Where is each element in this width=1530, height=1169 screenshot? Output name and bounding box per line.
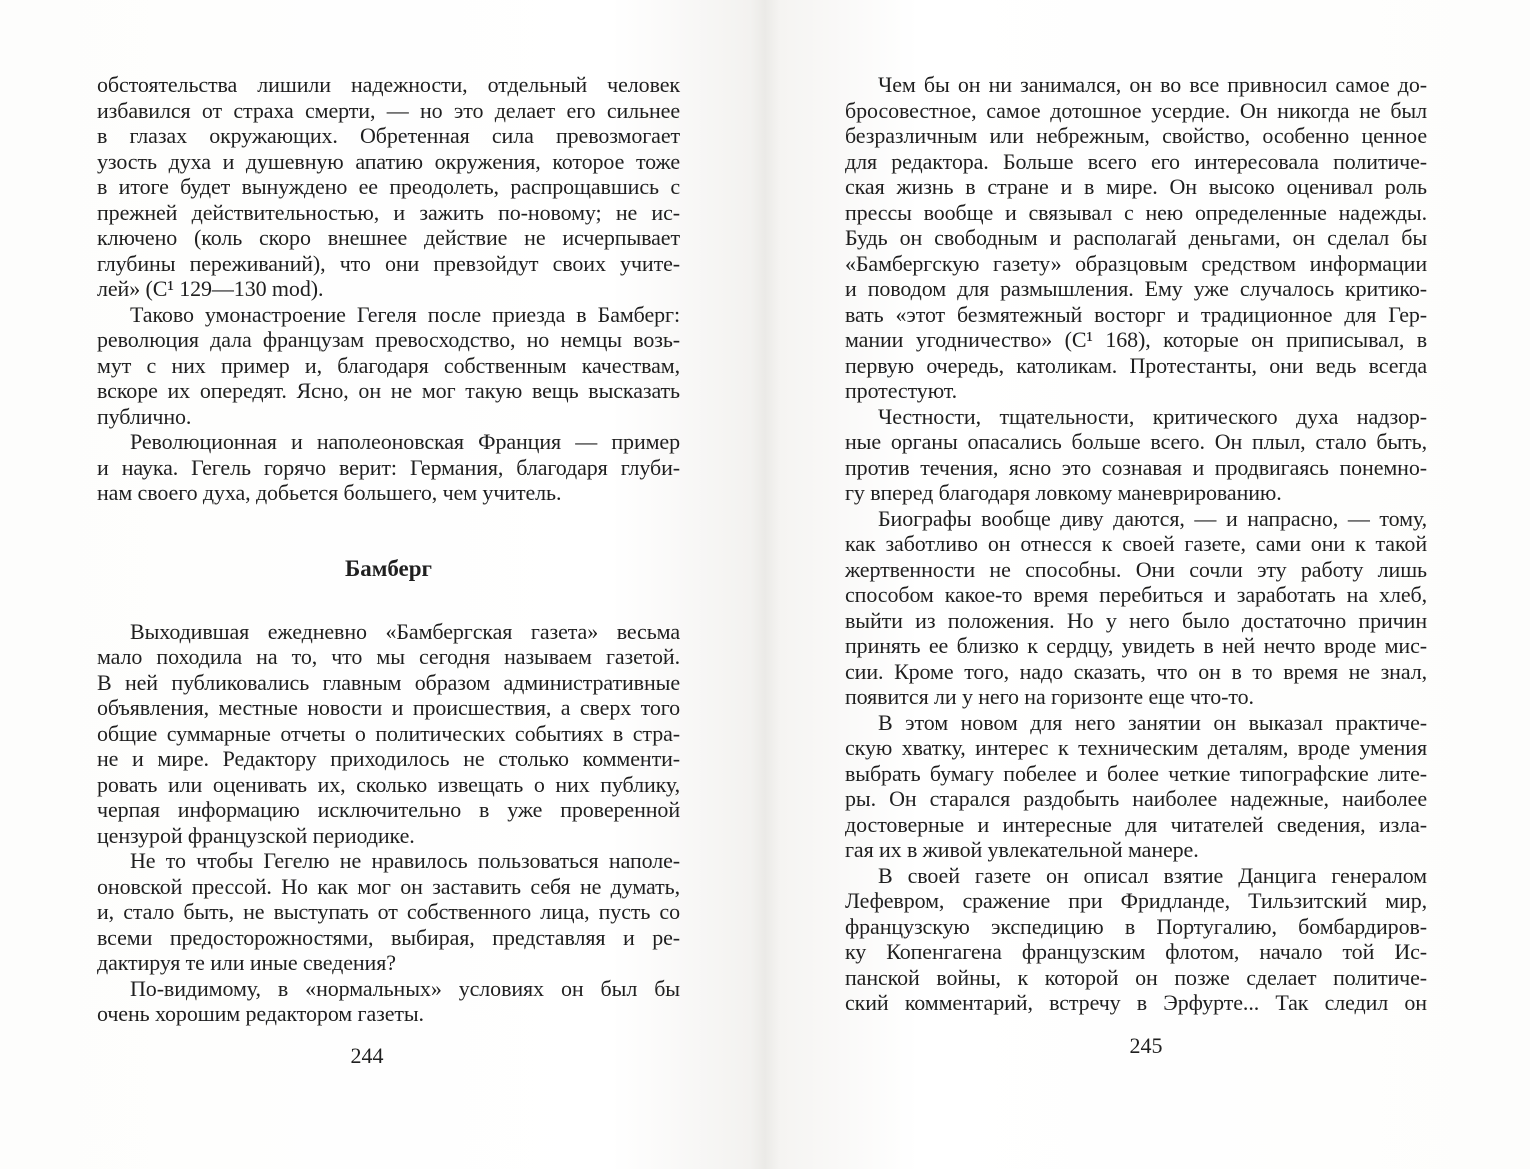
text-line: Выходившая ежедневно «Бамбергская газета» весьма: [130, 618, 680, 644]
text-line: гая их в живой увлекательной манере.: [845, 837, 1199, 862]
text-line: мало походила на то, что мы сегодня называем газетой.: [97, 644, 680, 669]
text-line: всеми предосторожностями, выбирая, представляя и ре-: [97, 924, 680, 950]
text-line: против течения, ясно это сознавая и продвигаясь понемно-: [845, 454, 1427, 480]
paragraph: [97, 302, 680, 430]
text-line: как заботливо он отнесся к своей газете, сами они к такой: [845, 531, 1427, 556]
text-line: избавился от страха смерти, — но это делает его сильнее: [97, 97, 680, 123]
text-line: безразличным или небрежным, свойство, особенно ценное: [845, 123, 1427, 148]
text-line: узость духа и душевную апатию окружения, которое тоже: [97, 148, 680, 174]
text-line: прессы вообще и связывал с нею определенные надежды.: [845, 199, 1427, 225]
section-heading: Бамберг: [344, 555, 432, 581]
text-line: вать «этот безмятежный восторг и традиционное для Гер-: [845, 301, 1427, 327]
text-line: сии. Кроме того, надо сказать, что он в то время не знал,: [845, 658, 1427, 684]
text-line: черпая информацию исключительно в уже проверенной: [97, 797, 680, 822]
text-line: первую очередь, католикам. Протестанты, они ведь всегда: [845, 352, 1427, 378]
text-line: и наука. Гегель горячо верит: Германия, благодаря глуби-: [97, 454, 680, 480]
text-line: нам своего духа, добьется большего, чем учитель.: [97, 480, 562, 505]
text-line: В этом новом для него занятии он выказал практиче-: [878, 709, 1427, 735]
text-line: Таково умонастроение Гегеля после приезда в Бамберг:: [130, 301, 680, 327]
text-line: панской войны, к которой он позже сделает политиче-: [845, 964, 1427, 990]
paragraph: [97, 619, 680, 849]
paragraph: [97, 976, 680, 1027]
text-line: вскоре их опередят. Ясно, он не мог такую вещь высказать: [97, 378, 680, 403]
text-line: Биографы вообще диву даются, — и напрасно, — тому,: [878, 505, 1427, 531]
text-line: принять ее близко к сердцу, увидеть в ней нечто вроде мис-: [845, 633, 1427, 658]
text-line: В своей газете он описал взятие Данцига генералом: [878, 862, 1427, 888]
text-line: ский комментарий, встречу в Эрфурте... Так следил он: [845, 990, 1427, 1015]
text-line: для редактора. Больше всего его интересовала политиче-: [845, 148, 1427, 174]
text-line: и поводом для размышления. Ему уже случалось критико-: [845, 276, 1427, 301]
text-line: Не то чтобы Гегелю не нравилось пользоваться наполе-: [130, 848, 680, 873]
text-line: достоверные и интересные для читателей сведения, изла-: [845, 811, 1427, 837]
page-number: 245: [1129, 1033, 1163, 1058]
text-line: «Бамбергскую газету» образцовым средством информации: [845, 250, 1427, 276]
text-line: ключено (коль скоро внешнее действие не исчерпывает: [97, 225, 680, 250]
text-line: очень хорошим редактором газеты.: [97, 1001, 424, 1026]
text-line: мут с них пример и, благодаря собственным качествам,: [97, 352, 680, 378]
text-line: Революционная и наполеоновская Франция — пример: [130, 429, 680, 454]
text-line: выйти из положения. Но у него было достаточно причин: [845, 607, 1427, 633]
text-line: оновской прессой. Но как мог он заставить себя не думать,: [97, 873, 680, 899]
text-line: обстоятельства лишили надежности, отдельный человек: [97, 72, 680, 97]
text-line: По-видимому, в «нормальных» условиях он был бы: [130, 975, 680, 1001]
text-line: способом какое-то время перебиться и заработать на хлеб,: [845, 582, 1427, 607]
text-line: в глазах окружающих. Обретенная сила превозмогает: [97, 123, 680, 148]
text-line: не и мире. Редактору приходилось не столько комменти-: [97, 746, 680, 771]
paragraph: [845, 404, 1427, 506]
text-line: Честности, тщательности, критического духа надзор-: [878, 403, 1427, 429]
text-line: объявления, местные новости и происшествия, а сверх того: [97, 695, 680, 720]
paragraph: [97, 429, 680, 506]
text-line: Чем бы он ни занимался, он во все привносил самое до-: [878, 72, 1427, 97]
text-line: скую хватку, интерес к техническим деталям, вроде умения: [845, 735, 1427, 760]
page-number: 244: [350, 1043, 384, 1068]
text-line: В ней публиковались главным образом административные: [97, 669, 680, 695]
text-line: бросовестное, самое дотошное усердие. Он никогда не был: [845, 97, 1427, 123]
text-line: появится ли у него на горизонте еще что-то.: [845, 684, 1254, 709]
paragraph: [845, 863, 1427, 1016]
text-line: ская жизнь в стране и в мире. Он высоко оценивал роль: [845, 174, 1427, 199]
text-line: ные органы опасались больше всего. Он плыл, стало быть,: [845, 429, 1427, 454]
text-line: жертвенности не способны. Они сочли эту работу лишь: [845, 556, 1427, 582]
paragraph: [97, 848, 680, 976]
text-line: выбрать бумагу побелее и более четкие типографские лите-: [845, 760, 1427, 786]
right-page: [845, 72, 1427, 1016]
text-line: ровать или оценивать их, сколько извещать о них публику,: [97, 771, 680, 797]
text-line: прежней действительностью, и зажить по-новому; не ис-: [97, 199, 680, 225]
text-line: глубины переживаний), что они превзойдут своих учите-: [97, 250, 680, 276]
text-line: гу вперед благодаря ловкому маневрированию.: [845, 480, 1282, 505]
text-line: лей» (C¹ 129—130 mod).: [97, 276, 324, 301]
text-line: дактируя те или иные сведения?: [97, 950, 396, 975]
text-line: Лефевром, сражение при Фридланде, Тильзитский мир,: [845, 888, 1427, 913]
paragraph: [845, 710, 1427, 863]
text-line: мании угодничество» (C¹ 168), которые он приписывал, в: [845, 327, 1427, 352]
paragraph: [845, 506, 1427, 710]
paragraph: [845, 72, 1427, 404]
text-line: революция дала французам превосходство, но немцы возь-: [97, 327, 680, 352]
text-line: французскую экспедицию в Португалию, бомбардиров-: [845, 913, 1427, 939]
text-line: ры. Он старался раздобыть наиболее надежные, наиболее: [845, 786, 1427, 811]
left-page: [97, 72, 680, 1027]
paragraph-continued: [97, 72, 680, 302]
text-line: протестуют.: [845, 378, 958, 403]
text-line: в итоге будет вынуждено ее преодолеть, распрощавшись с: [97, 174, 680, 199]
text-line: и, стало быть, не выступать от собственного лица, пусть со: [97, 899, 680, 924]
text-line: публично.: [97, 403, 192, 429]
text-line: ку Копенгагена французским флотом, начало той Ис-: [845, 939, 1427, 964]
text-line: цензурой французской периодике.: [97, 822, 415, 848]
text-line: Будь он свободным и располагай деньгами, он сделал бы: [845, 225, 1427, 250]
text-line: общие суммарные отчеты о политических событиях в стра-: [97, 720, 680, 746]
